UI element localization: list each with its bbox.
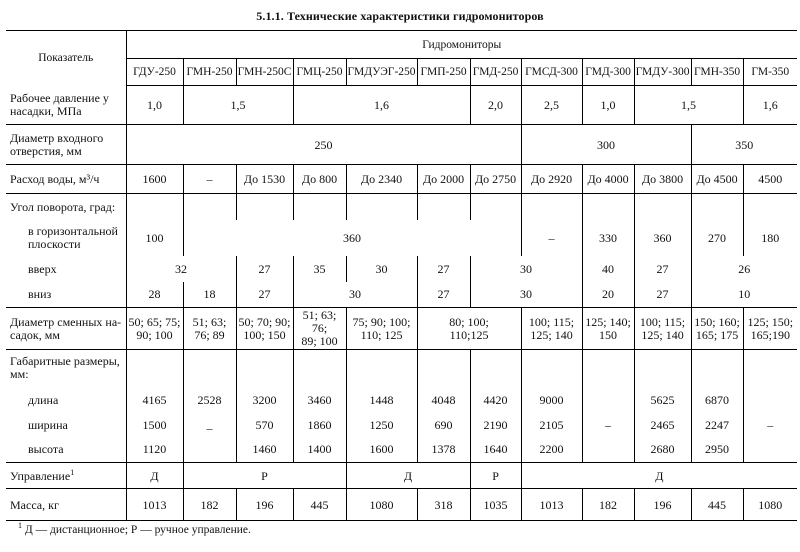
dims-label: Габаритные размеры, мм: bbox=[10, 354, 120, 382]
value-cell: 4165 bbox=[126, 387, 183, 413]
value-cell: 51; 63; 76; 89; 100 bbox=[293, 308, 346, 350]
value-cell: До 1530 bbox=[236, 165, 293, 194]
value-cell: Д bbox=[346, 463, 470, 489]
value-cell: 125; 150; 165;190 bbox=[743, 308, 797, 350]
model-header: ГМН-250 bbox=[183, 59, 236, 86]
value-cell: 40 bbox=[582, 256, 634, 282]
model-header: ГМ-350 bbox=[743, 59, 797, 86]
value-cell: 3460 bbox=[293, 387, 346, 413]
value-cell: 100; 115; 125; 140 bbox=[521, 308, 582, 350]
value-cell: До 2750 bbox=[470, 165, 521, 194]
value-cell: 27 bbox=[634, 282, 691, 308]
model-header: ГМД-250 bbox=[470, 59, 521, 86]
value-cell: До 4500 bbox=[691, 165, 743, 194]
value-cell: 270 bbox=[691, 220, 743, 256]
value-cell: 1378 bbox=[417, 437, 470, 463]
value-cell: 2200 bbox=[521, 437, 582, 463]
value-cell: 2528 bbox=[183, 387, 236, 413]
model-header: ГМН-350 bbox=[691, 59, 743, 86]
value-cell: 1,6 bbox=[743, 86, 797, 125]
angle-down-row bbox=[6, 282, 797, 308]
value-cell: До 3800 bbox=[634, 165, 691, 194]
value-cell: 1460 bbox=[236, 437, 293, 463]
value-cell: До 2000 bbox=[417, 165, 470, 194]
value-cell: Р bbox=[470, 463, 521, 489]
value-cell: 4500 bbox=[743, 165, 797, 194]
value-cell: 318 bbox=[417, 489, 470, 521]
value-cell: 2190 bbox=[470, 413, 521, 437]
value-cell: 10 bbox=[691, 282, 797, 308]
value-cell: 360 bbox=[634, 220, 691, 256]
dims-height-row bbox=[6, 437, 797, 463]
angle-label: Угол поворота, град: bbox=[10, 199, 116, 214]
angle-up-row bbox=[6, 256, 797, 282]
value-cell: 1013 bbox=[126, 489, 183, 521]
value-cell: 1250 bbox=[346, 413, 417, 437]
width-label: ширина bbox=[28, 417, 68, 432]
value-cell: 75; 90; 100; 110; 125 bbox=[346, 308, 417, 350]
value-cell: 125; 140; 150 bbox=[582, 308, 634, 350]
model-header: ГМД-300 bbox=[582, 59, 634, 86]
value-cell: 20 bbox=[582, 282, 634, 308]
value-cell: – bbox=[183, 165, 236, 194]
height-label: высота bbox=[6, 437, 126, 463]
value-cell: – bbox=[183, 413, 236, 437]
inlet-diameter-label: Диаметр входного отверстия, мм bbox=[6, 125, 126, 165]
value-cell: 100; 115; 125; 140 bbox=[634, 308, 691, 350]
indicator-header: Показатель bbox=[6, 31, 126, 86]
value-cell: Д bbox=[126, 463, 183, 489]
value-cell: 1860 bbox=[293, 413, 346, 437]
header-row-group bbox=[6, 31, 797, 59]
value-cell: 27 bbox=[634, 256, 691, 282]
value-cell: 1600 bbox=[126, 165, 183, 194]
value-cell: 1,0 bbox=[126, 86, 183, 125]
value-cell: 2,0 bbox=[470, 86, 521, 125]
inlet-diameter-row bbox=[6, 125, 797, 165]
group-header: Гидромониторы bbox=[126, 31, 797, 59]
value-cell: 182 bbox=[582, 489, 634, 521]
value-cell: До 800 bbox=[293, 165, 346, 194]
control-row bbox=[6, 463, 797, 489]
value-cell: 1120 bbox=[126, 437, 183, 463]
up-label: вверх bbox=[28, 261, 57, 276]
value-cell: 1600 bbox=[346, 437, 417, 463]
value-cell: До 4000 bbox=[582, 165, 634, 194]
model-header: ГМДУЭГ-250 bbox=[346, 59, 417, 86]
value-cell: 30 bbox=[346, 256, 417, 282]
value-cell: Д bbox=[521, 463, 797, 489]
value-cell: 2247 bbox=[691, 413, 743, 437]
value-cell: 50; 65; 75; 90; 100 bbox=[126, 308, 183, 350]
value-cell: 9000 bbox=[521, 387, 582, 413]
value-cell: 2105 bbox=[521, 413, 582, 437]
value-cell: 196 bbox=[634, 489, 691, 521]
model-header: ГМСД-300 bbox=[521, 59, 582, 86]
value-cell: 150; 160; 165; 175 bbox=[691, 308, 743, 350]
value-cell: 1,6 bbox=[293, 86, 470, 125]
value-cell: 1,5 bbox=[183, 86, 293, 125]
mass-row bbox=[6, 489, 797, 521]
model-header: ГМДУ-300 bbox=[634, 59, 691, 86]
footnote-number: 1 bbox=[18, 521, 22, 531]
value-cell: 100 bbox=[126, 220, 183, 256]
value-cell: 1080 bbox=[346, 489, 417, 521]
value-cell: 1448 bbox=[346, 387, 417, 413]
value-cell: 51; 63; 76; 89 bbox=[183, 308, 236, 350]
value-cell: Р bbox=[183, 463, 346, 489]
value-cell: 35 bbox=[293, 256, 346, 282]
value-cell: 1400 bbox=[293, 437, 346, 463]
value-cell: 445 bbox=[691, 489, 743, 521]
value-cell: 360 bbox=[183, 220, 521, 256]
value-cell: 2,5 bbox=[521, 86, 582, 125]
value-cell: 196 bbox=[236, 489, 293, 521]
value-cell: – bbox=[521, 220, 582, 256]
footnote bbox=[18, 521, 251, 536]
value-cell: 570 bbox=[236, 413, 293, 437]
value-cell: 2680 bbox=[634, 437, 691, 463]
length-label: длина bbox=[28, 392, 59, 407]
value-cell: 2465 bbox=[634, 413, 691, 437]
value-cell: 350 bbox=[691, 125, 797, 165]
mass-label: Масса, кг bbox=[6, 489, 126, 521]
pressure-label: Рабочее давление у насадки, МПа bbox=[6, 86, 126, 125]
value-cell: 4048 bbox=[417, 387, 470, 413]
table-title: 5.1.1. Технические характеристики гидромониторов bbox=[256, 9, 544, 23]
value-cell: 250 bbox=[126, 125, 521, 165]
value-cell: 30 bbox=[470, 282, 582, 308]
footnote-text: Д — дистанционное; Р — ручное управление. bbox=[24, 524, 251, 536]
dims-width-row bbox=[6, 413, 797, 437]
value-cell: 30 bbox=[470, 256, 582, 282]
value-cell: 28 bbox=[126, 282, 183, 308]
nozzles-label: Диаметр сменных на- садок, мм bbox=[6, 308, 126, 350]
down-label: вниз bbox=[6, 282, 126, 308]
horizontal-label: в горизонтальной плоскости bbox=[28, 223, 118, 251]
model-header: ГМН-250С bbox=[236, 59, 293, 86]
value-cell: 445 bbox=[293, 489, 346, 521]
nozzles-row bbox=[6, 308, 797, 350]
dims-heading-row bbox=[6, 350, 797, 387]
value-cell: 32 bbox=[126, 256, 236, 282]
value-cell: 27 bbox=[236, 256, 293, 282]
model-header: ГМЦ-250 bbox=[293, 59, 346, 86]
flow-row bbox=[6, 165, 797, 194]
value-cell: 1640 bbox=[470, 437, 521, 463]
value-cell: 4420 bbox=[470, 387, 521, 413]
value-cell: 1080 bbox=[743, 489, 797, 521]
value-cell: 27 bbox=[236, 282, 293, 308]
control-label: Управление$^1$ bbox=[6, 463, 126, 489]
value-cell: 50; 70; 90; 100; 150 bbox=[236, 308, 293, 350]
value-cell: 1500 bbox=[126, 413, 183, 437]
value-cell: 18 bbox=[183, 282, 236, 308]
value-cell: 2950 bbox=[691, 437, 743, 463]
model-header: ГДУ-250 bbox=[126, 59, 183, 86]
value-cell: 690 bbox=[417, 413, 470, 437]
value-cell: 30 bbox=[293, 282, 417, 308]
value-cell: – bbox=[743, 413, 797, 437]
value-cell: – bbox=[582, 413, 634, 437]
value-cell: 27 bbox=[417, 282, 470, 308]
value-cell: До 2340 bbox=[346, 165, 417, 194]
value-cell: 27 bbox=[417, 256, 470, 282]
value-cell: 1035 bbox=[470, 489, 521, 521]
value-cell: 182 bbox=[183, 489, 236, 521]
value-cell: 80; 100; 110;125 bbox=[417, 308, 521, 350]
value-cell: 1013 bbox=[521, 489, 582, 521]
footnote-mark: 1 bbox=[70, 467, 75, 477]
value-cell: 3200 bbox=[236, 387, 293, 413]
specs-table bbox=[6, 30, 797, 521]
pressure-row bbox=[6, 86, 797, 125]
dims-length-row bbox=[6, 387, 797, 413]
angle-heading-row bbox=[6, 194, 797, 220]
value-cell: 6870 bbox=[691, 387, 743, 413]
flow-label: Расход воды, м³/ч bbox=[6, 165, 126, 194]
value-cell: 1,5 bbox=[634, 86, 743, 125]
angle-horizontal-row bbox=[6, 220, 797, 256]
value-cell: 26 bbox=[691, 256, 797, 282]
model-header: ГМП-250 bbox=[417, 59, 470, 86]
value-cell: 5625 bbox=[634, 387, 691, 413]
value-cell: До 2920 bbox=[521, 165, 582, 194]
value-cell: 330 bbox=[582, 220, 634, 256]
value-cell: 180 bbox=[743, 220, 797, 256]
value-cell: 300 bbox=[521, 125, 691, 165]
value-cell: 1,0 bbox=[582, 86, 634, 125]
